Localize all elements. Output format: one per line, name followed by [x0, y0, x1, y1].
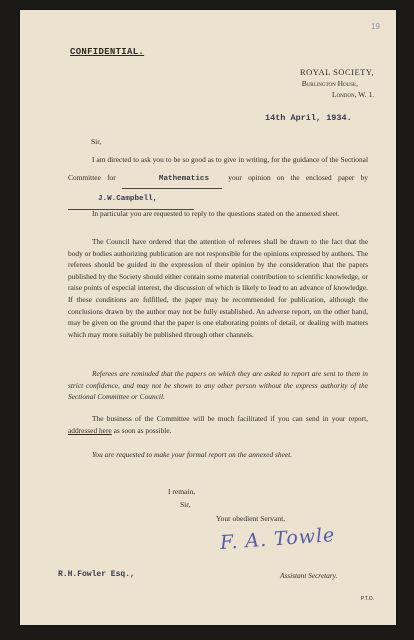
questions-paragraph: In particular you are requested to reply to the questions stated on the annexed sheet. — [92, 209, 340, 218]
intro-line1: I am directed to ask you to be so good as to give in writing, for the guidance of the Sectional Committee for — [68, 155, 368, 182]
letter-date: 14th April, 1934. — [265, 113, 352, 123]
subject-value: Mathematics — [158, 174, 210, 183]
formal-report-paragraph: You are requested to make your formal report on the annexed sheet. — [92, 450, 293, 459]
signatory-title: Assistant Secretary. — [280, 571, 338, 580]
subject-field — [122, 169, 222, 190]
pto-mark: P.T.O. — [360, 596, 374, 602]
business-paragraph — [68, 413, 368, 436]
intro-your: your — [228, 172, 242, 182]
closing-remain: I remain, — [168, 487, 196, 496]
archive-number: 19 — [371, 22, 380, 31]
intro-paragraph — [68, 151, 368, 210]
business-before: The business of the Committee will be much facilitated if you can send in your report, — [92, 414, 368, 423]
org-name: ROYAL SOCIETY, — [299, 67, 374, 77]
city-address: London, W. 1. — [331, 90, 374, 99]
closing-sir: Sir, — [180, 500, 191, 509]
author-field — [68, 189, 194, 210]
closing-obedient: Your obedient Servant, — [216, 514, 286, 523]
confidential-heading: CONFIDENTIAL. — [70, 47, 145, 57]
confidence-paragraph: Referees are reminded that the papers on which they are asked to report are sent to them in strict confidence, and may not be shown to any other person without the express authority of the Sectional Committee or Council. — [68, 369, 368, 402]
intro-line2: opinion on the enclosed paper by — [248, 172, 369, 182]
salutation: Sir, — [91, 137, 102, 146]
letter-sheet — [20, 10, 396, 625]
author-value: J.W.Campbell, — [98, 195, 158, 203]
street-address: Burlington House, — [301, 79, 358, 88]
business-after: as soon as possible. — [113, 425, 172, 435]
letterhead-address — [300, 67, 374, 100]
business-underlined: addressed here — [68, 425, 112, 435]
handwritten-signature: F. A. Towle — [219, 524, 336, 554]
recipient-name: R.H.Fowler Esq., — [58, 570, 135, 579]
council-paragraph: The Council have ordered that the attention of referees shall be drawn to the fact that the body or bodies authorizing publication are not responsible for the opinions expressed by authors. The referees should be guided in the expression of their opinion by the consideration that the papers published by the Society should either contain some material contribution to scientific knowledge, or raise points of especial interest, the discussion of which is likely to lead to an advance of knowledge. If these conditions are fulfilled, the paper may be recommended for publication, although the conclusions drawn by the author may not be fully established. An adverse report, on the other hand, may be given on the ground that the paper is one elaborating points of detail, or dealing with matters which may more suitably be published through other channels. — [68, 237, 368, 339]
